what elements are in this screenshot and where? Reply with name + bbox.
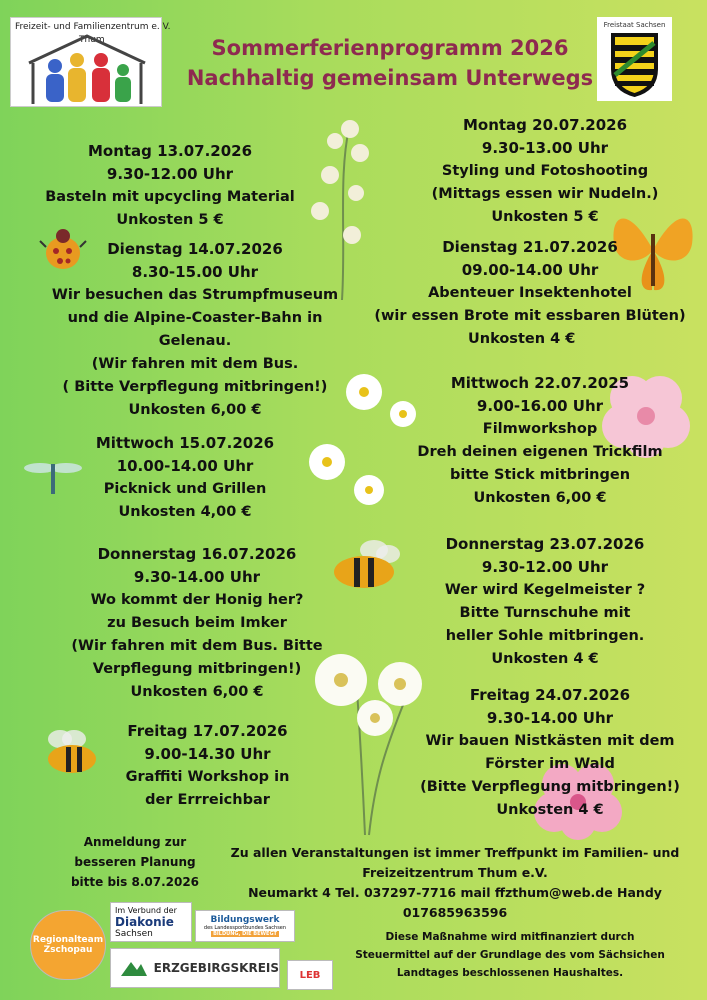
diakonie-name: Diakonie	[115, 914, 174, 929]
event-cost: Unkosten 4 €	[468, 331, 576, 347]
event-desc: der Errreichbar	[145, 792, 270, 808]
event-day: Dienstag 21.07.2026	[442, 238, 618, 256]
event-desc: Graffiti Workshop in	[125, 769, 290, 785]
event-day: Dienstag 14.07.2026	[107, 240, 283, 258]
event-desc: Dreh deinen eigenen Trickfilm	[417, 444, 663, 460]
event-desc: zu Besuch beim Imker	[107, 615, 287, 631]
registration-line: Anmeldung zur	[83, 835, 187, 849]
event-time: 9.30-12.00 Uhr	[106, 165, 234, 183]
event-time: 9.30-14.00 Uhr	[133, 568, 261, 586]
event-desc: (Wir fahren mit dem Bus. Bitte	[71, 638, 323, 654]
event-cost: Unkosten 5 €	[116, 212, 224, 228]
event-day: Donnerstag 16.07.2026	[97, 545, 297, 563]
diakonie-logo	[110, 902, 192, 942]
event-fri-24	[400, 684, 700, 822]
event-tue-14	[40, 238, 350, 422]
family-icon	[11, 18, 163, 108]
regionalteam-label: Regionalteam Zschopau	[32, 935, 104, 955]
leb-logo	[287, 960, 333, 990]
event-cost: Unkosten 6,00 €	[128, 402, 262, 418]
event-cost: Unkosten 4 €	[491, 651, 599, 667]
funding-line: Landtages beschlossenen Haushaltes.	[396, 967, 624, 979]
event-desc: Wer wird Kegelmeister ?	[444, 582, 646, 598]
event-desc: Styling und Fotoshooting	[441, 163, 649, 179]
event-wed-15	[60, 432, 310, 524]
event-desc: (wir essen Brote mit essbaren Blüten)	[374, 308, 686, 324]
leb-name: LEB	[299, 969, 321, 981]
event-desc: und die Alpine-Coaster-Bahn in	[67, 310, 323, 326]
event-desc: Picknick und Grillen	[103, 481, 267, 497]
event-cost: Unkosten 4 €	[496, 802, 604, 818]
event-cost: Unkosten 6,00 €	[473, 490, 607, 506]
funding-line: Diese Maßnahme wird mitfinanziert durch	[385, 931, 635, 943]
crest-label: Freistaat Sachsen	[603, 21, 666, 29]
event-wed-22	[400, 372, 680, 510]
erzgebirgskreis-logo	[110, 948, 280, 988]
event-desc: Gelenau.	[158, 333, 232, 349]
logo-arc-text: Freizeit- und Familienzentrum e. V.	[15, 22, 171, 32]
event-desc: Abenteuer Insektenhotel	[428, 285, 632, 301]
event-day: Donnerstag 23.07.2026	[445, 535, 645, 553]
event-desc: Wo kommt der Honig her?	[90, 592, 304, 608]
event-day: Montag 13.07.2026	[87, 142, 253, 160]
event-time: 9.30-12.00 Uhr	[481, 558, 609, 576]
registration-line: bitte bis 8.07.2026	[70, 875, 200, 889]
event-desc: (Bitte Verpflegung mitbringen!)	[420, 779, 680, 795]
crest-icon	[597, 29, 672, 101]
event-day: Freitag 17.07.2026	[127, 722, 288, 740]
event-day: Mittwoch 15.07.2026	[95, 434, 275, 452]
meeting-line: Freizeitzentrum Thum e.V.	[362, 865, 548, 880]
regionalteam-logo	[30, 910, 106, 980]
event-time: 9.30-13.00 Uhr	[481, 139, 609, 157]
title-line-1: Sommerferienprogramm 2026	[211, 36, 569, 60]
event-desc: Wir bauen Nistkästen mit dem	[425, 733, 675, 749]
registration-note	[40, 832, 230, 892]
event-desc: Förster im Wald	[485, 756, 615, 772]
event-desc: Verpflegung mitbringen!)	[92, 661, 302, 677]
event-day: Mittwoch 22.07.2025	[450, 374, 630, 392]
event-fri-17	[105, 720, 310, 812]
event-tue-21	[360, 236, 700, 351]
event-desc: Bitte Turnschuhe mit	[459, 605, 631, 621]
event-desc: bitte Stick mitbringen	[449, 467, 631, 483]
event-thu-16	[52, 543, 342, 704]
event-thu-23	[420, 533, 670, 671]
meeting-line: Zu allen Veranstaltungen ist immer Treffpunkt im Familien- und	[230, 845, 680, 860]
bee-icon	[40, 725, 102, 780]
event-day: Montag 20.07.2026	[462, 116, 628, 134]
meeting-line: Neumarkt 4 Tel. 037297-7716 mail ffzthum@web.de Handy	[248, 885, 662, 900]
bildungswerk-logo	[195, 910, 295, 942]
event-desc: Filmworkshop	[482, 421, 598, 437]
title-line-2: Nachhaltig gemeinsam Unterwegs	[186, 66, 594, 90]
association-logo	[10, 17, 171, 107]
event-cost: Unkosten 5 €	[491, 209, 599, 225]
daisy-icon	[305, 440, 395, 510]
erzgebirgskreis-icon	[119, 958, 148, 978]
meeting-line: 017685963596	[402, 905, 508, 920]
diakonie-sub: Sachsen	[115, 928, 153, 939]
registration-line: besseren Planung	[74, 855, 196, 869]
event-time: 09.00-14.00 Uhr	[461, 261, 599, 279]
event-desc: (Wir fahren mit dem Bus.	[91, 356, 299, 372]
bildungswerk-sub: des Landessportbundes Sachsen	[203, 925, 287, 931]
event-time: 8.30-15.00 Uhr	[131, 263, 259, 281]
event-mon-20	[405, 114, 685, 229]
bildungswerk-tag: BILDUNG, DIE BEWEGT	[213, 931, 277, 937]
bildungswerk-name: Bildungswerk	[210, 915, 280, 925]
event-desc: Basteln mit upcycling Material	[45, 189, 295, 205]
event-mon-13	[40, 140, 300, 232]
saxony-crest-logo	[597, 17, 672, 101]
funding-note	[340, 928, 680, 982]
event-time: 9.30-14.00 Uhr	[486, 709, 614, 727]
event-day: Freitag 24.07.2026	[469, 686, 631, 704]
event-cost: Unkosten 6,00 €	[130, 684, 264, 700]
event-time: 10.00-14.00 Uhr	[116, 457, 254, 475]
event-time: 9.00-16.00 Uhr	[476, 397, 604, 415]
event-time: 9.00-14.30 Uhr	[144, 745, 271, 763]
erzgebirgskreis-name: ERZGEBIRGSKREIS	[153, 961, 279, 975]
logo-city: Thum	[79, 35, 105, 45]
event-desc: Wir besuchen das Strumpfmuseum	[51, 287, 339, 303]
funding-line: Steuermittel auf der Grundlage des vom Sächsichen	[355, 949, 665, 961]
diakonie-top: Im Verbund der	[115, 905, 177, 915]
event-cost: Unkosten 4,00 €	[118, 504, 252, 520]
event-desc: ( Bitte Verpflegung mitbringen!)	[62, 379, 328, 395]
event-desc: (Mittags essen wir Nudeln.)	[431, 186, 659, 202]
event-desc: heller Sohle mitbringen.	[445, 628, 645, 644]
